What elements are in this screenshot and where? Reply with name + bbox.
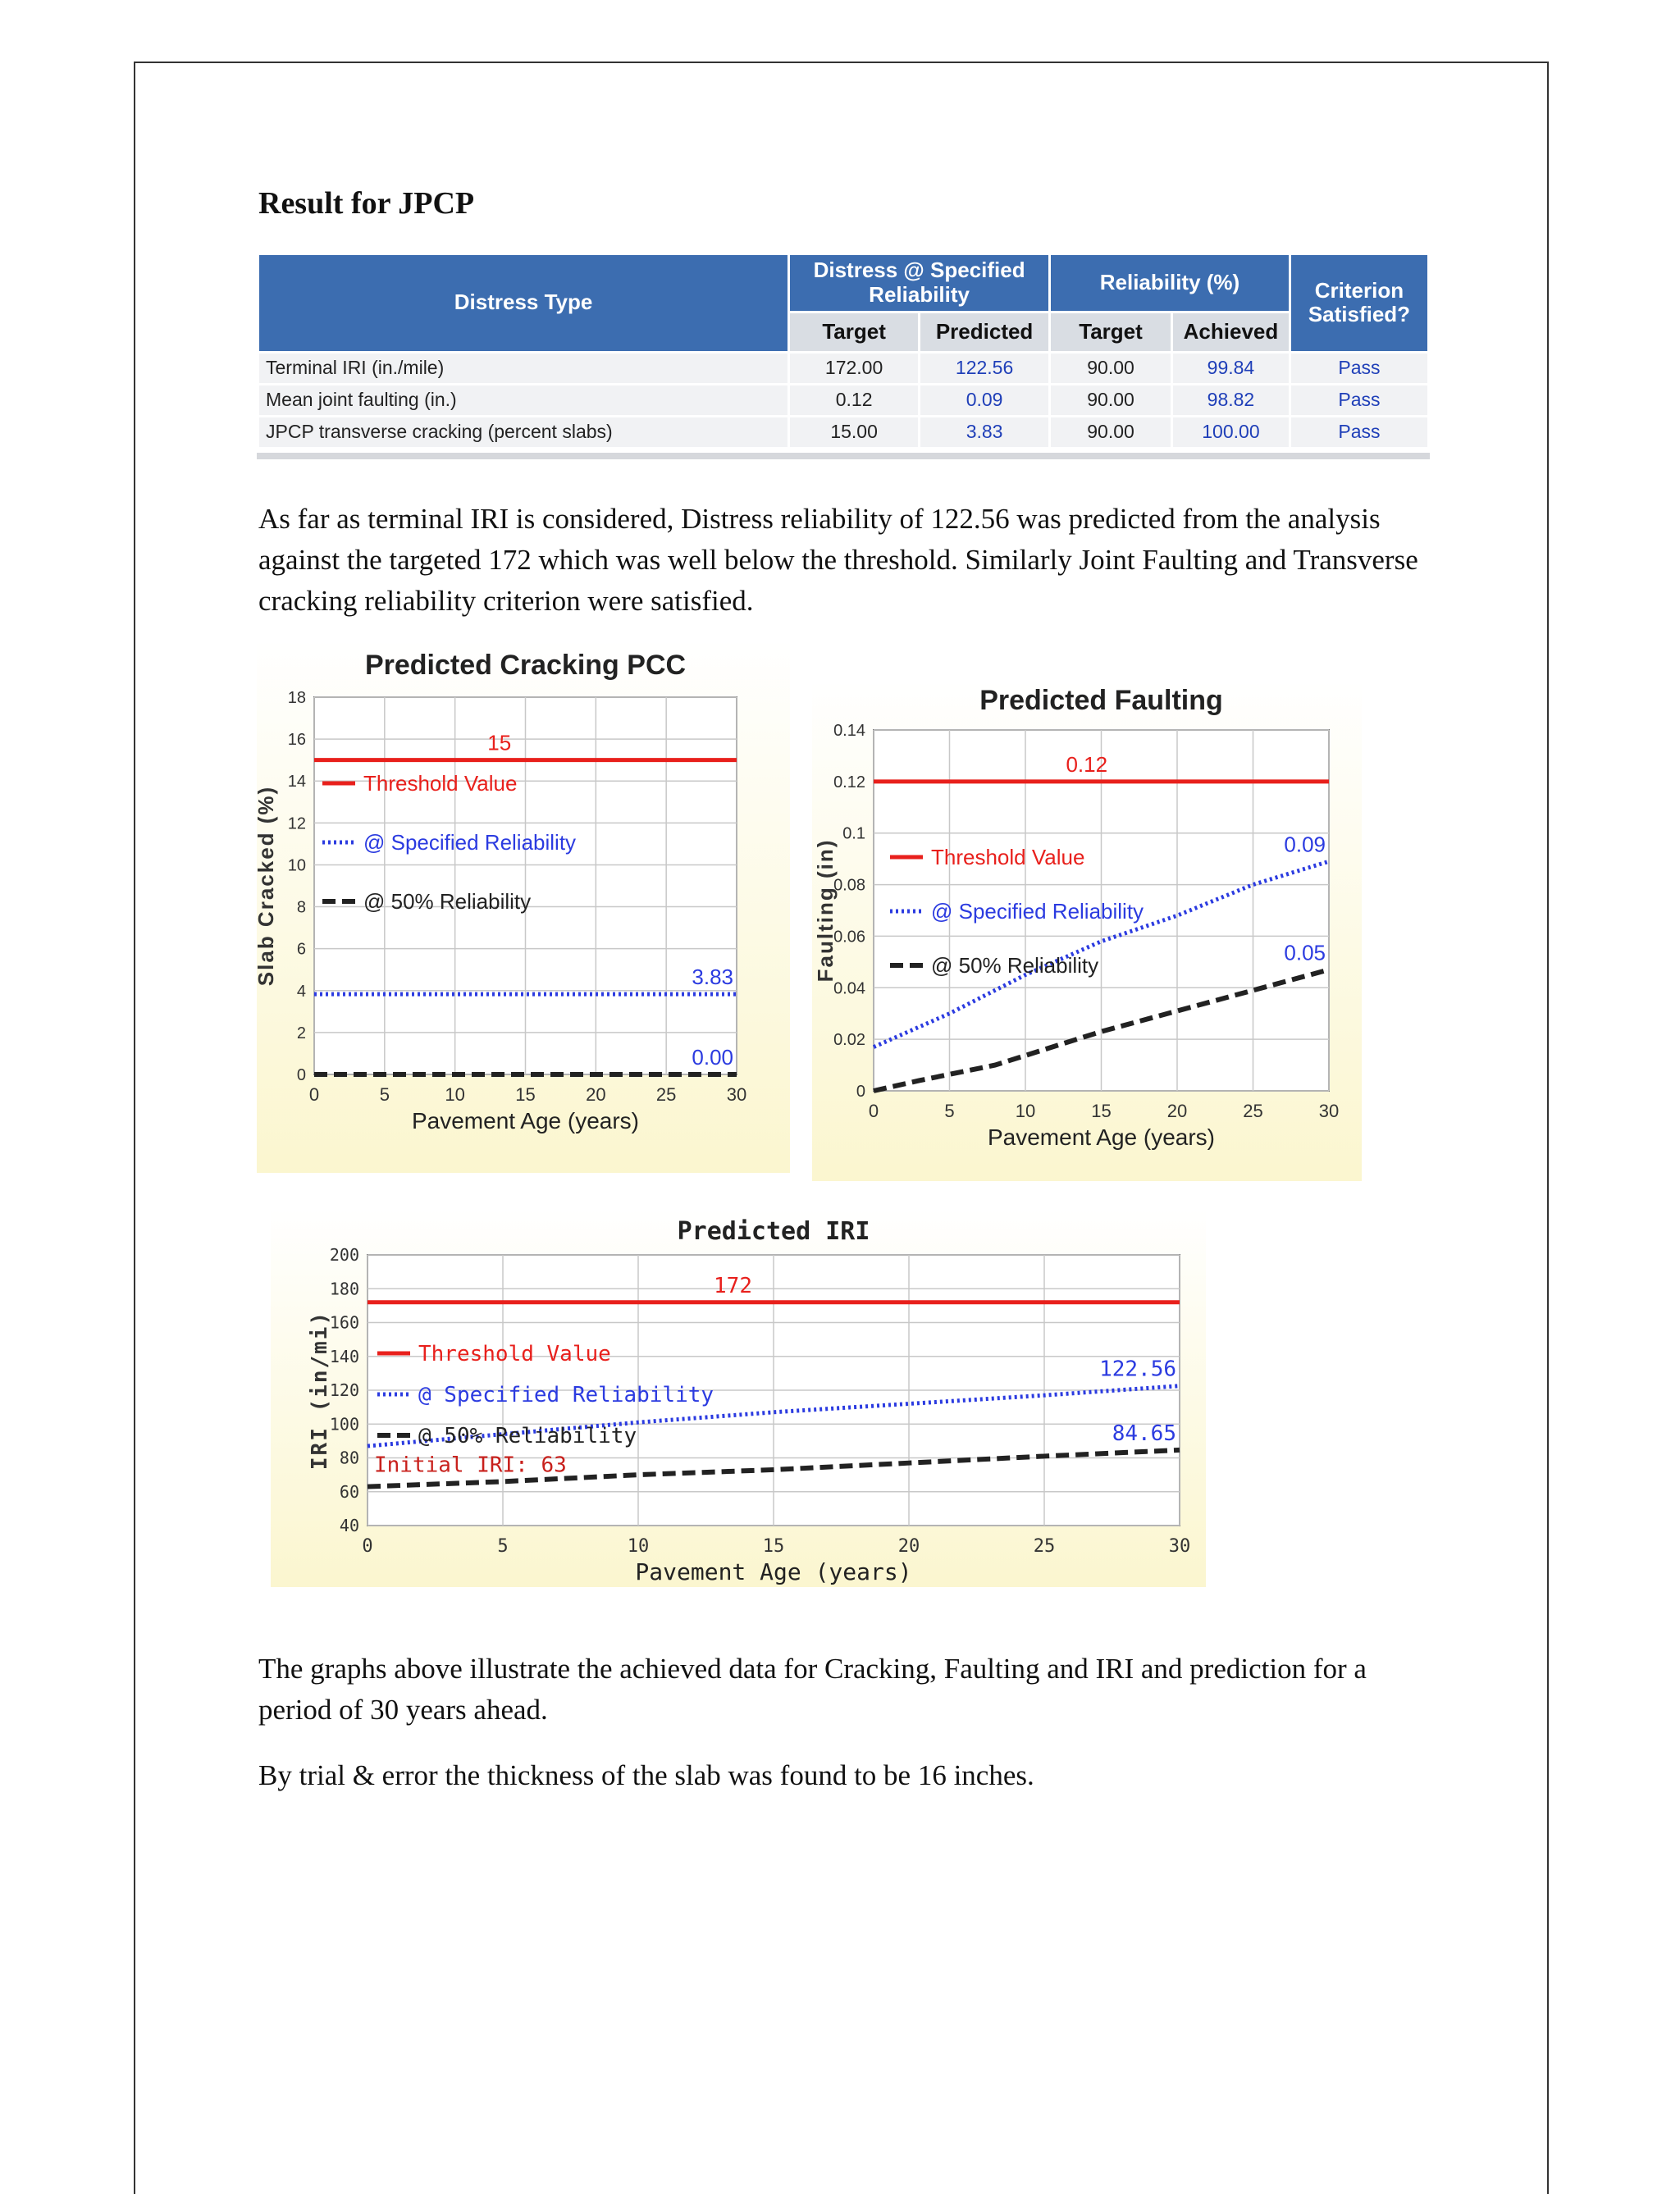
table-bottom-bar: [257, 453, 1430, 459]
chart-title: Predicted Faulting: [979, 685, 1223, 716]
header-reliability-target: Target: [1051, 313, 1171, 351]
y-tick-label: 8: [296, 898, 306, 917]
cell-criterion: Pass: [1291, 417, 1427, 447]
header-distress-specified: Distress @ Specified Reliability: [790, 255, 1048, 311]
y-tick-label: 0.1: [842, 824, 865, 843]
paragraph-slab-thickness: By trial & error the thickness of the slab was found to be 16 inches.: [258, 1759, 1034, 1791]
chart-predicted-iri: [271, 1210, 1206, 1587]
x-tick-label: 10: [627, 1536, 650, 1557]
y-tick-label: 0: [856, 1083, 865, 1101]
x-tick-label: 10: [445, 1084, 465, 1105]
y-tick-label: 180: [329, 1279, 359, 1299]
header-reliability-achieved: Achieved: [1173, 313, 1289, 351]
data-label: 15: [487, 730, 512, 755]
y-axis-label: Faulting (in): [813, 838, 838, 983]
x-tick-label: 5: [497, 1536, 509, 1557]
paragraph-iri-discussion: As far as terminal IRI is considered, Distress reliability of 122.56 was predicted from the analysis against the targeted 172 which was well below the threshold. Similarly Joint Faulting and Transverse cracking reliability criterion were satisfied.: [258, 503, 1418, 617]
y-tick-label: 0.14: [833, 722, 865, 740]
data-label: 122.56: [1099, 1357, 1176, 1382]
x-tick-label: 25: [1243, 1101, 1263, 1121]
x-axis-label: Pavement Age (years): [987, 1124, 1216, 1150]
legend-label: @ 50% Reliability: [363, 889, 532, 914]
legend-label: @ Specified Reliability: [363, 830, 577, 855]
cell-distress-type: JPCP transverse cracking (percent slabs): [259, 417, 788, 447]
cell-distress-target: 0.12: [790, 385, 918, 415]
header-reliability: Reliability (%): [1051, 255, 1289, 311]
cell-criterion: Pass: [1291, 385, 1427, 415]
header-distress-predicted: Predicted: [920, 313, 1048, 351]
y-axis-label: Slab Cracked (%): [253, 785, 278, 987]
x-tick-label: 20: [897, 1536, 920, 1557]
y-tick-label: 4: [296, 982, 306, 1001]
legend-label: Threshold Value: [931, 845, 1085, 869]
x-tick-label: 25: [655, 1084, 677, 1105]
x-tick-label: 0: [362, 1536, 373, 1557]
x-tick-label: 5: [944, 1101, 955, 1121]
y-tick-label: 0.06: [833, 928, 865, 946]
paragraph-graphs-summary: The graphs above illustrate the achieved data for Cracking, Faulting and IRI and prediction for a period of 30 years ahead.: [258, 1653, 1367, 1726]
cell-reliability-achieved: 98.82: [1173, 385, 1289, 415]
y-tick-label: 120: [329, 1380, 359, 1400]
cell-distress-type: Terminal IRI (in./mile): [259, 354, 788, 383]
legend-label: @ Specified Reliability: [418, 1383, 714, 1407]
legend-label: Threshold Value: [363, 771, 518, 796]
y-tick-label: 2: [296, 1024, 306, 1042]
y-tick-label: 18: [287, 689, 306, 707]
x-tick-label: 0: [308, 1084, 320, 1105]
data-label: 0.00: [692, 1045, 733, 1070]
x-tick-label: 20: [586, 1084, 606, 1105]
y-axis-label: IRI (in/mi): [308, 1310, 332, 1471]
x-axis-label: Pavement Age (years): [635, 1558, 912, 1585]
data-label: 172: [714, 1273, 752, 1298]
cell-distress-predicted: 0.09: [920, 385, 1048, 415]
data-label: 0.12: [1066, 751, 1108, 777]
x-tick-label: 15: [762, 1536, 785, 1557]
header-criterion: Criterion Satisfied?: [1291, 255, 1427, 351]
y-tick-label: 0.04: [833, 979, 865, 998]
legend-label: @ 50% Reliability: [418, 1424, 637, 1448]
data-label: 3.83: [692, 965, 733, 990]
y-tick-label: 80: [339, 1448, 359, 1468]
table-row: [259, 385, 1427, 415]
legend-label: @ 50% Reliability: [931, 953, 1099, 978]
y-tick-label: 12: [287, 814, 306, 833]
table-row: [259, 417, 1427, 447]
chart-title: Predicted Cracking PCC: [364, 650, 687, 681]
data-label: 0.09: [1284, 832, 1326, 857]
cell-reliability-achieved: 99.84: [1173, 354, 1289, 383]
table-row: [259, 354, 1427, 383]
x-tick-label: 30: [726, 1084, 747, 1105]
x-tick-label: 15: [515, 1084, 536, 1105]
y-tick-label: 6: [296, 940, 306, 959]
data-label: Initial IRI: 63: [374, 1453, 567, 1478]
data-label: 0.05: [1284, 940, 1326, 965]
y-tick-label: 140: [329, 1346, 359, 1366]
header-distress-target: Target: [790, 313, 918, 351]
y-tick-label: 0.12: [833, 773, 865, 791]
results-table: [257, 253, 1430, 449]
section-heading: Result for JPCP: [258, 186, 475, 221]
header-distress-type: Distress Type: [259, 255, 788, 351]
y-tick-label: 0.02: [833, 1031, 865, 1050]
x-tick-label: 5: [379, 1084, 390, 1105]
chart-predicted-faulting: [812, 681, 1362, 1181]
y-tick-label: 200: [329, 1245, 359, 1265]
x-tick-label: 25: [1033, 1536, 1056, 1557]
chart-predicted-cracking: [253, 640, 790, 1173]
cell-criterion: Pass: [1291, 354, 1427, 383]
cell-reliability-target: 90.00: [1051, 385, 1171, 415]
y-tick-label: 40: [339, 1516, 359, 1535]
data-label: 84.65: [1112, 1421, 1176, 1446]
x-tick-label: 15: [1091, 1101, 1112, 1121]
cell-distress-predicted: 3.83: [920, 417, 1048, 447]
x-axis-label: Pavement Age (years): [411, 1108, 640, 1133]
x-tick-label: 30: [1318, 1101, 1340, 1121]
cell-reliability-target: 90.00: [1051, 417, 1171, 447]
y-tick-label: 60: [339, 1481, 359, 1502]
x-tick-label: 30: [1168, 1536, 1191, 1557]
cell-distress-type: Mean joint faulting (in.): [259, 385, 788, 415]
x-tick-label: 10: [1015, 1101, 1036, 1121]
y-tick-label: 16: [287, 731, 306, 750]
y-tick-label: 100: [329, 1414, 359, 1435]
chart-title: Predicted IRI: [677, 1217, 870, 1246]
y-tick-label: 0.08: [833, 876, 865, 895]
cell-reliability-achieved: 100.00: [1173, 417, 1289, 447]
legend-label: Threshold Value: [418, 1342, 611, 1366]
legend-label: @ Specified Reliability: [931, 899, 1144, 924]
cell-distress-target: 15.00: [790, 417, 918, 447]
y-tick-label: 160: [329, 1312, 359, 1333]
y-tick-label: 14: [287, 773, 306, 791]
cell-distress-target: 172.00: [790, 354, 918, 383]
y-tick-label: 0: [296, 1066, 306, 1084]
y-tick-label: 10: [287, 856, 306, 875]
cell-distress-predicted: 122.56: [920, 354, 1048, 383]
x-tick-label: 0: [868, 1101, 879, 1121]
cell-reliability-target: 90.00: [1051, 354, 1171, 383]
x-tick-label: 20: [1166, 1101, 1188, 1121]
